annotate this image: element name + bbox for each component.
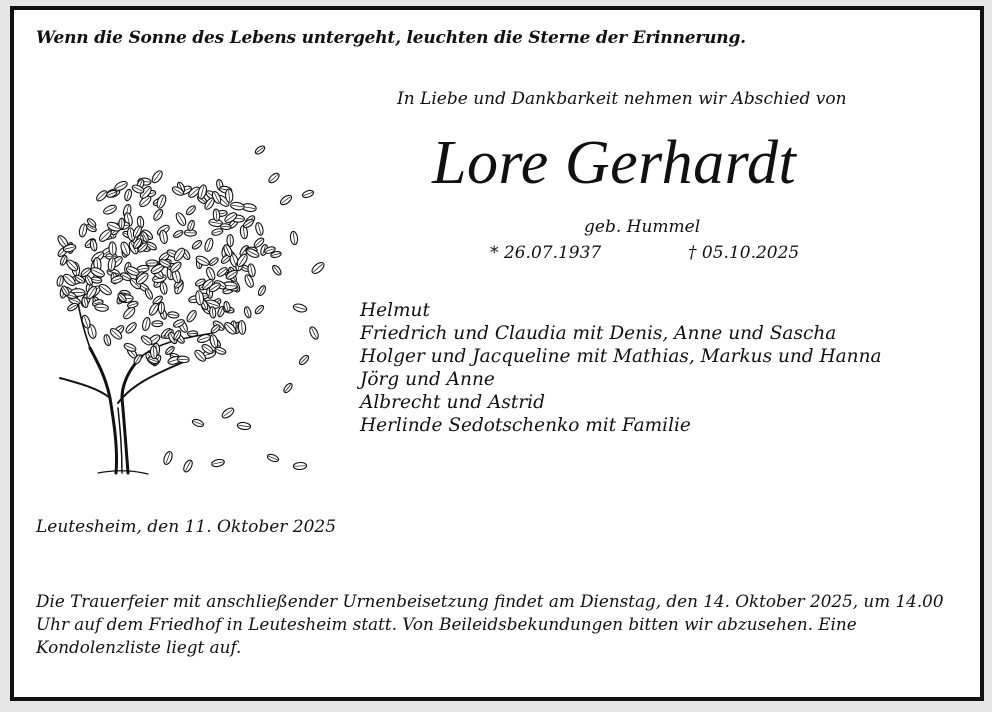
mourner-line: Holger und Jacqueline mit Mathias, Markus und Hanna	[360, 346, 882, 367]
birth-date: * 26.07.1937	[490, 243, 602, 263]
mourner-line: Helmut	[360, 300, 430, 321]
mourner-line: Friedrich und Claudia mit Denis, Anne und Sascha	[360, 323, 837, 344]
mourner-line: Albrecht und Astrid	[360, 392, 545, 413]
intro-text: In Liebe und Dankbarkeit nehmen wir Abschied von	[397, 89, 847, 109]
place-and-date: Leutesheim, den 11. Oktober 2025	[36, 517, 337, 537]
funeral-notice: Die Trauerfeier mit anschließender Urnenbeisetzung findet am Dienstag, den 14. Oktober 2025, um 14.00 Uhr auf dem Friedhof in Leutesheim statt. Von Beileidsbekundungen bitten wir abzusehen. Eine Kondolenzliste liegt auf.	[36, 591, 944, 657]
motto: Wenn die Sonne des Lebens untergeht, leuchten die Sterne der Erinnerung.	[36, 28, 746, 48]
mourner-line: Jörg und Anne	[360, 369, 495, 390]
deceased-name: Lore Gerhardt	[432, 129, 797, 197]
mourners-list	[360, 299, 882, 437]
death-date: † 05.10.2025	[688, 243, 800, 263]
obituary-card	[10, 6, 984, 701]
birth-name: geb. Hummel	[584, 217, 701, 237]
mourner-line: Herlinde Sedotschenko mit Familie	[360, 415, 691, 436]
windblown-tree-icon	[38, 128, 328, 478]
leaf-vein	[188, 333, 197, 334]
